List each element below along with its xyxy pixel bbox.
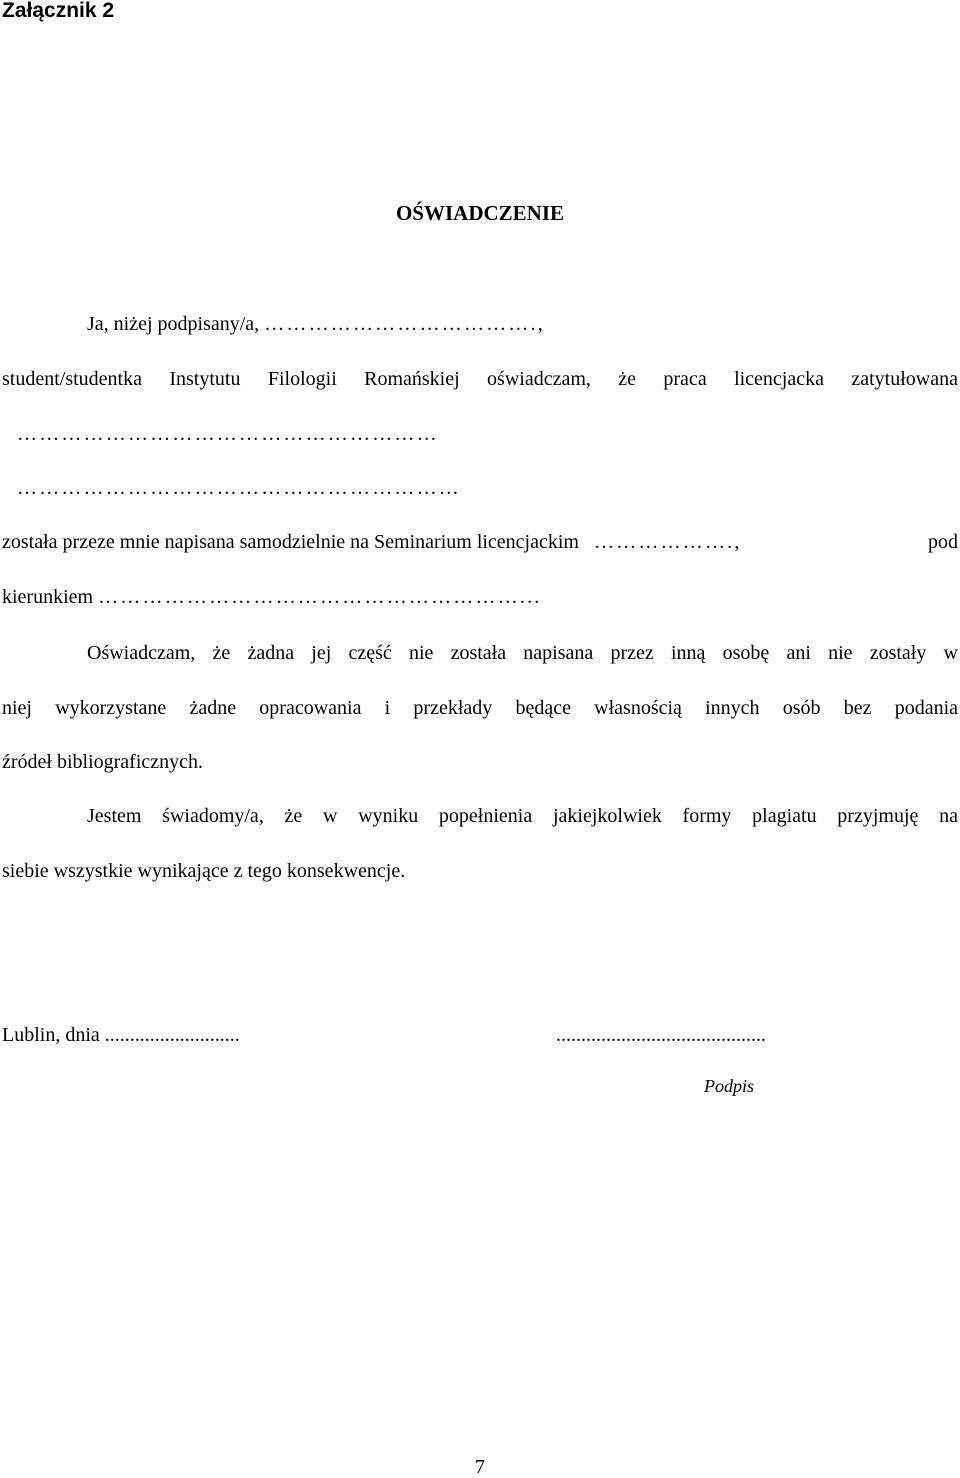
declaration-paragraph-2-line-2: siebie wszystkie wynikające z tego konsekwencje.	[2, 860, 406, 882]
declaration-paragraph-1-line-2: niej wykorzystane żadne opracowania i przekłady będące własnością innych osób bez podania	[2, 697, 958, 719]
attachment-label: Załącznik 2	[2, 0, 115, 22]
supervisor-line	[2, 587, 542, 607]
name-line-prefix: Ja, niżej podpisany/a,	[87, 313, 260, 335]
seminar-line	[2, 532, 958, 552]
signature-label: Podpis	[704, 1076, 755, 1096]
document-title: OŚWIADCZENIE	[395, 201, 565, 225]
name-line	[87, 314, 545, 334]
place-and-date[interactable]: Lublin, dnia ...........................	[2, 1024, 240, 1046]
name-blank[interactable]: ……………………………….,	[264, 313, 545, 335]
seminar-blank[interactable]: ……………….,	[593, 531, 742, 553]
seminar-line-suffix: pod	[928, 531, 958, 553]
declaration-paragraph-2-line-1: Jestem świadomy/a, że w wyniku popełnienia jakiejkolwiek formy plagiatu przyjmuję na	[87, 805, 958, 827]
signature-blank[interactable]: ..........................................	[556, 1024, 766, 1046]
declaration-paragraph-1-line-3: źródeł bibliograficznych.	[2, 751, 204, 773]
thesis-title-blank-2[interactable]: ……………………………………………………	[17, 477, 461, 499]
seminar-line-text: została przeze mnie napisana samodzielnie na Seminarium licencjackim	[2, 531, 579, 553]
declaration-paragraph-1-line-1: Oświadczam, że żadna jej część nie została napisana przez inną osobę ani nie zostały w	[87, 642, 958, 664]
supervisor-prefix: kierunkiem	[2, 586, 94, 608]
thesis-title-blank-1[interactable]: …………………………………………………	[17, 423, 439, 445]
supervisor-blank[interactable]: …………………………………………………...	[98, 586, 542, 608]
student-line: student/studentka Instytutu Filologii Romańskiej oświadczam, że praca licencjacka zatytułowana	[2, 368, 958, 390]
page-number: 7	[475, 1456, 485, 1478]
